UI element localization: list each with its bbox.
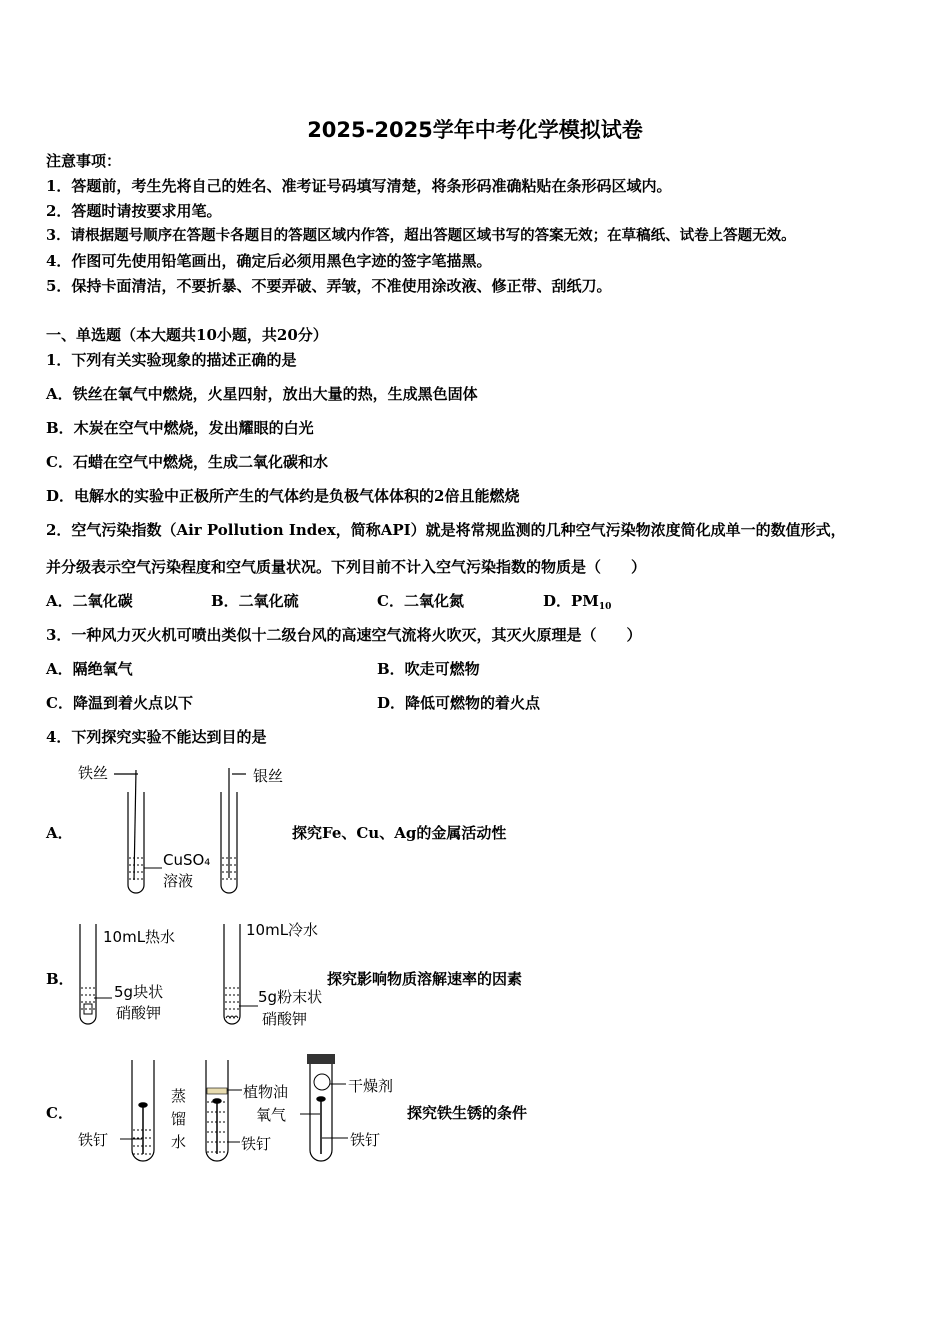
label-distilled-2: 馏	[171, 1110, 187, 1128]
notice-item-2: 2．答题时请按要求用笔。	[46, 202, 222, 220]
label-veg-oil: 植物油	[243, 1083, 289, 1101]
page-title: 2025-2025学年中考化学模拟试卷	[307, 118, 643, 142]
label-cold-water: 10mL冷水	[246, 921, 319, 939]
q2-option-a: A．二氧化碳	[46, 592, 133, 610]
section-heading: 一、单选题（本大题共10小题，共20分）	[46, 326, 328, 344]
label-desiccant: 干燥剂	[348, 1077, 394, 1095]
notice-item-3: 3．请根据题号顺序在答题卡各题目的答题区域内作答，超出答题区域书写的答案无效；在草稿纸、试卷上答题无效。	[46, 227, 796, 244]
label-powder-2: 硝酸钾	[262, 1010, 308, 1028]
q1-option-c: C．石蜡在空气中燃烧，生成二氧化碳和水	[46, 453, 328, 471]
q2-option-d: D．$PM_{10}$	[543, 592, 612, 612]
q4-option-c-caption: 探究铁生锈的条件	[407, 1104, 528, 1122]
q4-option-a-caption: 探究Fe、Cu、Ag的金属活动性	[292, 824, 507, 842]
label-cuso4: CuSO₄	[163, 851, 211, 869]
q1-option-b: B．木炭在空气中燃烧，发出耀眼的白光	[46, 419, 314, 437]
q3-option-d: D．降低可燃物的着火点	[377, 694, 541, 712]
q1-option-a: A．铁丝在氧气中燃烧，火星四射，放出大量的热，生成黑色固体	[46, 385, 478, 403]
label-solution: 溶液	[163, 872, 194, 890]
q3-option-a: A．隔绝氧气	[46, 660, 133, 678]
q4-b-diagram	[76, 918, 336, 1028]
label-iron-wire: 铁丝	[78, 764, 109, 782]
q2-option-b: B．二氧化硫	[211, 592, 299, 610]
q4-option-b-letter: B．	[46, 970, 74, 988]
powder-solid-icon	[226, 1016, 238, 1018]
q4-stem: 4．下列探究实验不能达到目的是	[46, 728, 267, 746]
label-nail-3: 铁钉	[350, 1131, 381, 1149]
oil-layer-icon	[207, 1088, 227, 1094]
label-lump-1: 5g块状	[114, 983, 164, 1001]
label-distilled-1: 蒸	[171, 1087, 187, 1105]
q2-stem-line2: 并分级表示空气污染程度和空气质量状况。下列目前不计入空气污染指数的物质是（ ）	[46, 558, 647, 576]
label-distilled-3: 水	[171, 1133, 187, 1151]
notice-item-1: 1．答题前，考生先将自己的姓名、准考证号码填写清楚，将条形码准确粘贴在条形码区域内。	[46, 177, 672, 195]
notice-item-4: 4．作图可先使用铅笔画出，确定后必须用黑色字迹的签字笔描黑。	[46, 252, 492, 270]
stopper-icon	[307, 1054, 335, 1064]
q4-option-a-letter: A．	[46, 824, 73, 842]
q1-stem: 1．下列有关实验现象的描述正确的是	[46, 351, 297, 369]
q1-option-d: D．电解水的实验中正极所产生的气体约是负极气体体积的2倍且能燃烧	[46, 487, 520, 505]
label-nail-1: 铁钉	[78, 1131, 109, 1149]
q3-stem: 3．一种风力灭火机可喷出类似十二级台风的高速空气流将火吹灭，其灭火原理是（ ）	[46, 626, 642, 644]
notice-heading: 注意事项：	[46, 152, 122, 170]
notice-item-5: 5．保持卡面清洁，不要折暴、不要弄破、弄皱，不准使用涂改液、修正带、刮纸刀。	[46, 277, 612, 295]
label-powder-1: 5g粉末状	[258, 988, 323, 1006]
iron-nail-icon	[139, 1097, 325, 1154]
q3-option-b: B．吹走可燃物	[377, 660, 480, 678]
test-tube-icon	[132, 1060, 332, 1161]
q4-a-diagram	[76, 760, 306, 895]
label-nail-2: 铁钉	[241, 1135, 272, 1153]
label-oxygen: 氧气	[256, 1106, 287, 1124]
q2-option-c: C．二氧化氮	[377, 592, 464, 610]
q4-option-c-letter: C．	[46, 1104, 73, 1122]
q2-stem-line1: 2．空气污染指数（Air Pollution Index，简称API）就是将常规监测的几种空气污染物浓度简化成单一的数值形式，	[46, 521, 846, 539]
q4-option-b-caption: 探究影响物质溶解速率的因素	[327, 970, 523, 988]
label-hot-water: 10mL热水	[103, 928, 176, 946]
q4-c-diagram	[76, 1050, 416, 1170]
pm-subscript: 10	[598, 602, 612, 612]
label-lump-2: 硝酸钾	[116, 1004, 162, 1022]
label-silver-wire: 银丝	[253, 767, 284, 785]
desiccant-icon	[314, 1074, 330, 1090]
q3-option-c: C．降温到着火点以下	[46, 694, 193, 712]
